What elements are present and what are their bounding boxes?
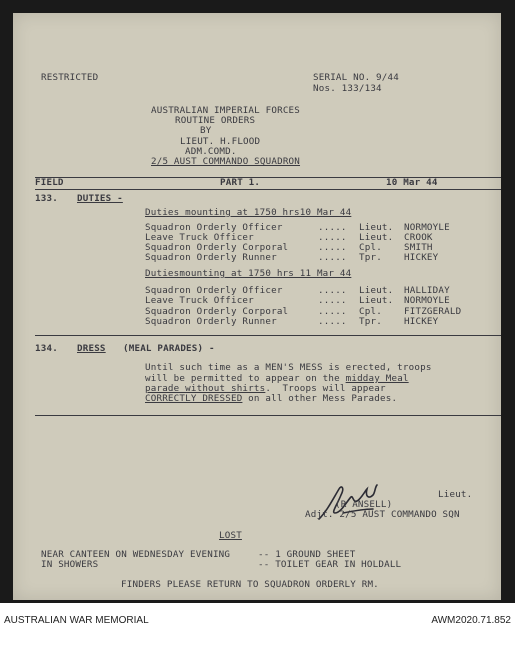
document-page [13,13,501,600]
duty-person: CROOK [404,232,433,243]
duty-name: Squadron Orderly Corporal [145,306,289,317]
title-line-4: LIEUT. H.FLOOD [180,136,261,147]
dress-text-line-4: CORRECTLY DRESSED on all other Mess Parades. [145,393,398,404]
duty-person: HICKEY [404,252,439,263]
duties-mounting-1: Duties mounting at 1750 hrs10 Mar 44 [145,207,352,218]
dress-text-line-3: parade without shirts. Troops will appear [145,383,386,394]
duty-person: NORMOYLE [404,295,450,306]
part-row-left: FIELD [35,177,64,188]
lost-heading: LOST [219,530,242,541]
lost-item-description: -- TOILET GEAR IN HOLDALL [258,559,402,570]
duty-name: Leave Truck Officer [145,232,254,243]
duty-dots: ..... [318,306,347,317]
duty-rank: Cpl. [359,242,382,253]
item-number: 133. [35,193,58,204]
dress-text-line-1: Until such time as a MEN'S MESS is erected, troops [145,362,432,373]
lost-item-location: NEAR CANTEEN ON WEDNESDAY EVENING [41,549,231,560]
duty-name: Squadron Orderly Runner [145,316,277,327]
duty-name: Squadron Orderly Runner [145,252,277,263]
archive-reference: AWM2020.71.852 [431,615,511,626]
duty-rank: Lieut. [359,285,394,296]
duty-person: SMITH [404,242,433,253]
dress-heading: DRESS [77,343,106,354]
duty-dots: ..... [318,252,347,263]
title-line-6: 2/5 AUST COMMANDO SQUADRON [151,156,301,167]
lost-item-location: IN SHOWERS [41,559,99,570]
duty-person: NORMOYLE [404,222,450,233]
duties-mounting-2: Dutiesmounting at 1750 hrs 11 Mar 44 [145,268,352,279]
restricted-label: RESTRICTED [41,72,99,83]
title-line-3: BY [200,125,212,136]
duty-dots: ..... [318,242,347,253]
duty-name: Squadron Orderly Officer [145,285,283,296]
dress-subheading: (MEAL PARADES) - [123,343,215,354]
title-line-5: ADM.COMD. [185,146,237,157]
duty-dots: ..... [318,222,347,233]
duty-name: Squadron Orderly Officer [145,222,283,233]
duty-rank: Lieut. [359,232,394,243]
order-numbers: Nos. 133/134 [313,83,382,94]
title-line-1: AUSTRALIAN IMPERIAL FORCES [151,105,301,116]
archive-footer [0,603,515,653]
serial-number: SERIAL NO. 9/44 [313,72,399,83]
item-number: 134. [35,343,58,354]
archive-name: AUSTRALIAN WAR MEMORIAL [4,615,149,626]
duty-rank: Tpr. [359,316,382,327]
duty-dots: ..... [318,232,347,243]
finders-note: FINDERS PLEASE RETURN TO SQUADRON ORDERLY RM. [121,579,379,590]
duty-rank: Cpl. [359,306,382,317]
lost-item-description: -- 1 GROUND SHEET [258,549,356,560]
divider [35,189,501,190]
divider [35,415,501,416]
duty-dots: ..... [318,316,347,327]
duty-rank: Tpr. [359,252,382,263]
duty-name: Leave Truck Officer [145,295,254,306]
signature-rank: Lieut. [438,489,473,500]
duty-dots: ..... [318,285,347,296]
duties-heading: DUTIES - [77,193,123,204]
duty-name: Squadron Orderly Corporal [145,242,289,253]
dress-text-line-2: will be permitted to appear on the midday Meal [145,373,409,384]
part-row-center: PART 1. [220,177,261,188]
duty-rank: Lieut. [359,295,394,306]
signature-title: Adjt. 2/5 AUST COMMANDO SQN [305,509,460,520]
duty-person: HICKEY [404,316,439,327]
duty-person: HALLIDAY [404,285,450,296]
divider [35,335,501,336]
duty-person: FITZGERALD [404,306,462,317]
duty-rank: Lieut. [359,222,394,233]
duty-dots: ..... [318,295,347,306]
title-line-2: ROUTINE ORDERS [175,115,256,126]
part-row-date: 10 Mar 44 [386,177,438,188]
signature-name: (R ANSELL) [335,499,393,510]
